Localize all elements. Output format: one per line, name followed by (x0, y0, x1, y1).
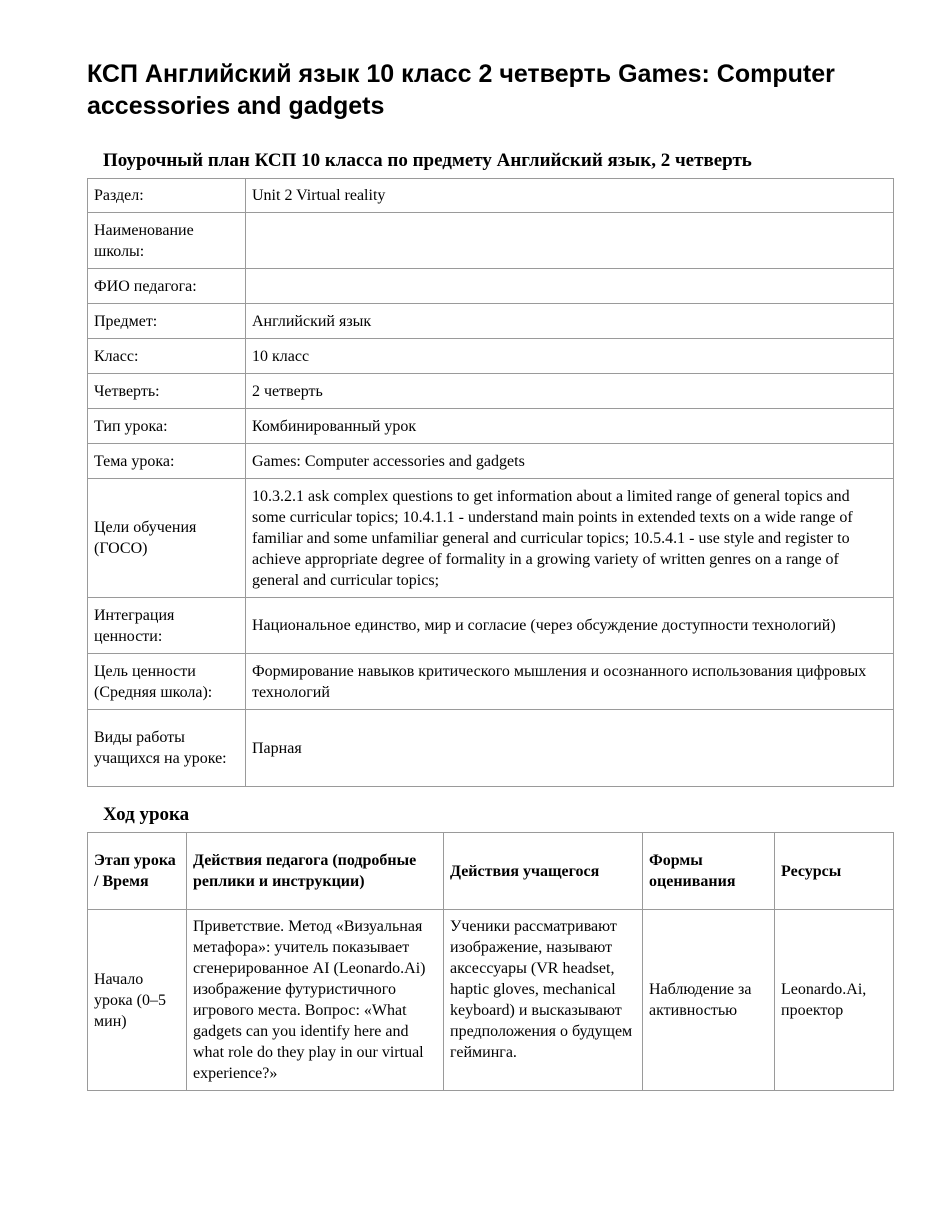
info-row-subject (88, 304, 894, 339)
info-value: Комбинированный урок (246, 409, 894, 444)
info-value: Национальное единство, мир и согласие (через обсуждение доступности технологий) (246, 598, 894, 654)
flow-row (88, 910, 894, 1091)
info-label: Класс: (88, 339, 246, 374)
header-resources: Ресурсы (775, 833, 894, 910)
document-title: КСП Английский язык 10 класс 2 четверть Games: Computer accessories and gadgets (87, 60, 835, 120)
flow-student-actions: Ученики рассматривают изображение, называют аксессуары (VR headset, haptic gloves, mechanical keyboard) и высказывают предположения о будущем гейминга. (444, 910, 643, 1091)
flow-header-row (88, 833, 894, 910)
info-row-work-types (88, 710, 894, 787)
info-row-school (88, 213, 894, 269)
lesson-flow-table (87, 832, 894, 1091)
info-value: 2 четверть (246, 374, 894, 409)
info-row-learning-objectives (88, 479, 894, 598)
info-label: Предмет: (88, 304, 246, 339)
info-row-teacher (88, 269, 894, 304)
info-label: ФИО педагога: (88, 269, 246, 304)
info-label: Тип урока: (88, 409, 246, 444)
lesson-info-table (87, 178, 894, 787)
info-label: Наименование школы: (88, 213, 246, 269)
flow-resources: Leonardo.Ai, проектор (775, 910, 894, 1091)
header-assessment: Формы оценивания (643, 833, 775, 910)
document-page (87, 58, 893, 1091)
info-row-quarter (88, 374, 894, 409)
info-value: Парная (246, 710, 894, 787)
info-row-lesson-topic (88, 444, 894, 479)
flow-teacher-actions: Приветствие. Метод «Визуальная метафора»: учитель показывает сгенерированное AI (Leonardo.Ai) изображение футуристичного игрового места. Вопрос: «What gadgets can you identify here and what role do they play in our virtual experience?» (187, 910, 444, 1091)
info-value: Формирование навыков критического мышления и осознанного использования цифровых технологий (246, 654, 894, 710)
header-stage: Этап урока / Время (88, 833, 187, 910)
info-value: 10 класс (246, 339, 894, 374)
info-row-values-integration (88, 598, 894, 654)
info-label: Интеграция ценности: (88, 598, 246, 654)
header-student-actions: Действия учащегося (444, 833, 643, 910)
info-row-grade (88, 339, 894, 374)
info-value (246, 213, 894, 269)
info-row-values-goal (88, 654, 894, 710)
lesson-plan-heading: Поурочный план КСП 10 класса по предмету Английский язык, 2 четверть (103, 150, 752, 171)
flow-stage: Начало урока (0–5 мин) (88, 910, 187, 1091)
info-value: Unit 2 Virtual reality (246, 179, 894, 213)
flow-assessment: Наблюдение за активностью (643, 910, 775, 1091)
info-label: Цели обучения (ГОСО) (88, 479, 246, 598)
header-teacher-actions: Действия педагога (подробные реплики и инструкции) (187, 833, 444, 910)
info-row-section (88, 179, 894, 213)
info-label: Цель ценности (Средняя школа): (88, 654, 246, 710)
info-value: Games: Computer accessories and gadgets (246, 444, 894, 479)
info-value: 10.3.2.1 ask complex questions to get information about a limited range of general topics and some curricular topics; 10.4.1.1 - understand main points in extended texts on a wide range of familiar and some unfamiliar general and curricular topics; 10.5.4.1 - use style and register to achieve appropriate degree of formality in a growing variety of written genres on a range of general and curricular topics; (246, 479, 894, 598)
lesson-flow-heading: Ход урока (103, 804, 190, 825)
info-label: Четверть: (88, 374, 246, 409)
info-label: Раздел: (88, 179, 246, 213)
info-label: Виды работы учащихся на уроке: (88, 710, 246, 787)
info-row-lesson-type (88, 409, 894, 444)
info-value: Английский язык (246, 304, 894, 339)
info-label: Тема урока: (88, 444, 246, 479)
info-value (246, 269, 894, 304)
